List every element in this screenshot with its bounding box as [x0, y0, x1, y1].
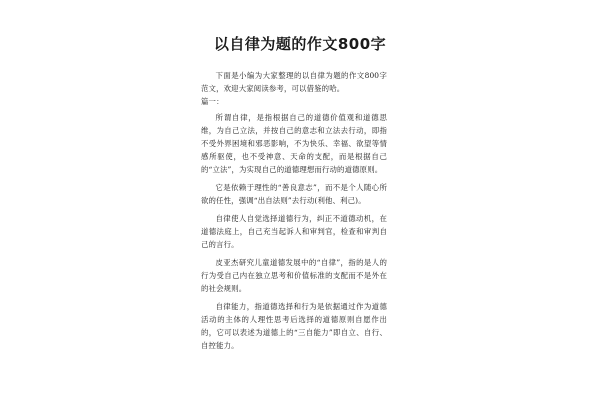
intro-paragraph: 下面是小编为大家整理的以自律为题的作文800字范文，欢迎大家阅读参考，可以借鉴的哈。	[201, 71, 387, 94]
body-paragraph: 自律使人自觉选择道德行为，纠正不道德动机，在道德法庭上，自己充当起诉人和审判官，检查和审判自己的言行。	[201, 213, 387, 250]
body-paragraph: 所谓自律，是指根据自己的道德价值观和道德思维，为自己立法，并按自己的意志和立法去行动，即指不受外界困境和邪恶影响，不为快乐、幸福、欲望等情感所驱使，也不受神意、天命的支配，而是根据自己的“立法”，为实现自己的道德理想而行动的道德原则。	[201, 112, 387, 175]
section-label: 篇一：	[201, 97, 224, 107]
body-paragraph: 它是依赖于理性的“善良意志”，而不是个人随心所欲的任性，强调“出自法则”去行动(利他、利己)。	[201, 183, 387, 206]
body-paragraph: 皮亚杰研究儿童道德发展中的“自律”，指的是人的行为受自己内在独立思考和价值标准的支配而不是外在的社会规则。	[201, 257, 387, 294]
document-body	[201, 69, 387, 357]
body-paragraph: 自律能力，指道德选择和行为是依据通过作为道德活动的主体的人理性思考后选择的道德原则自愿作出的，它可以表述为道德上的“三自能力”即自立、自行、自控能力。	[201, 301, 387, 351]
page-title: 以自律为题的作文800字	[213, 35, 387, 53]
